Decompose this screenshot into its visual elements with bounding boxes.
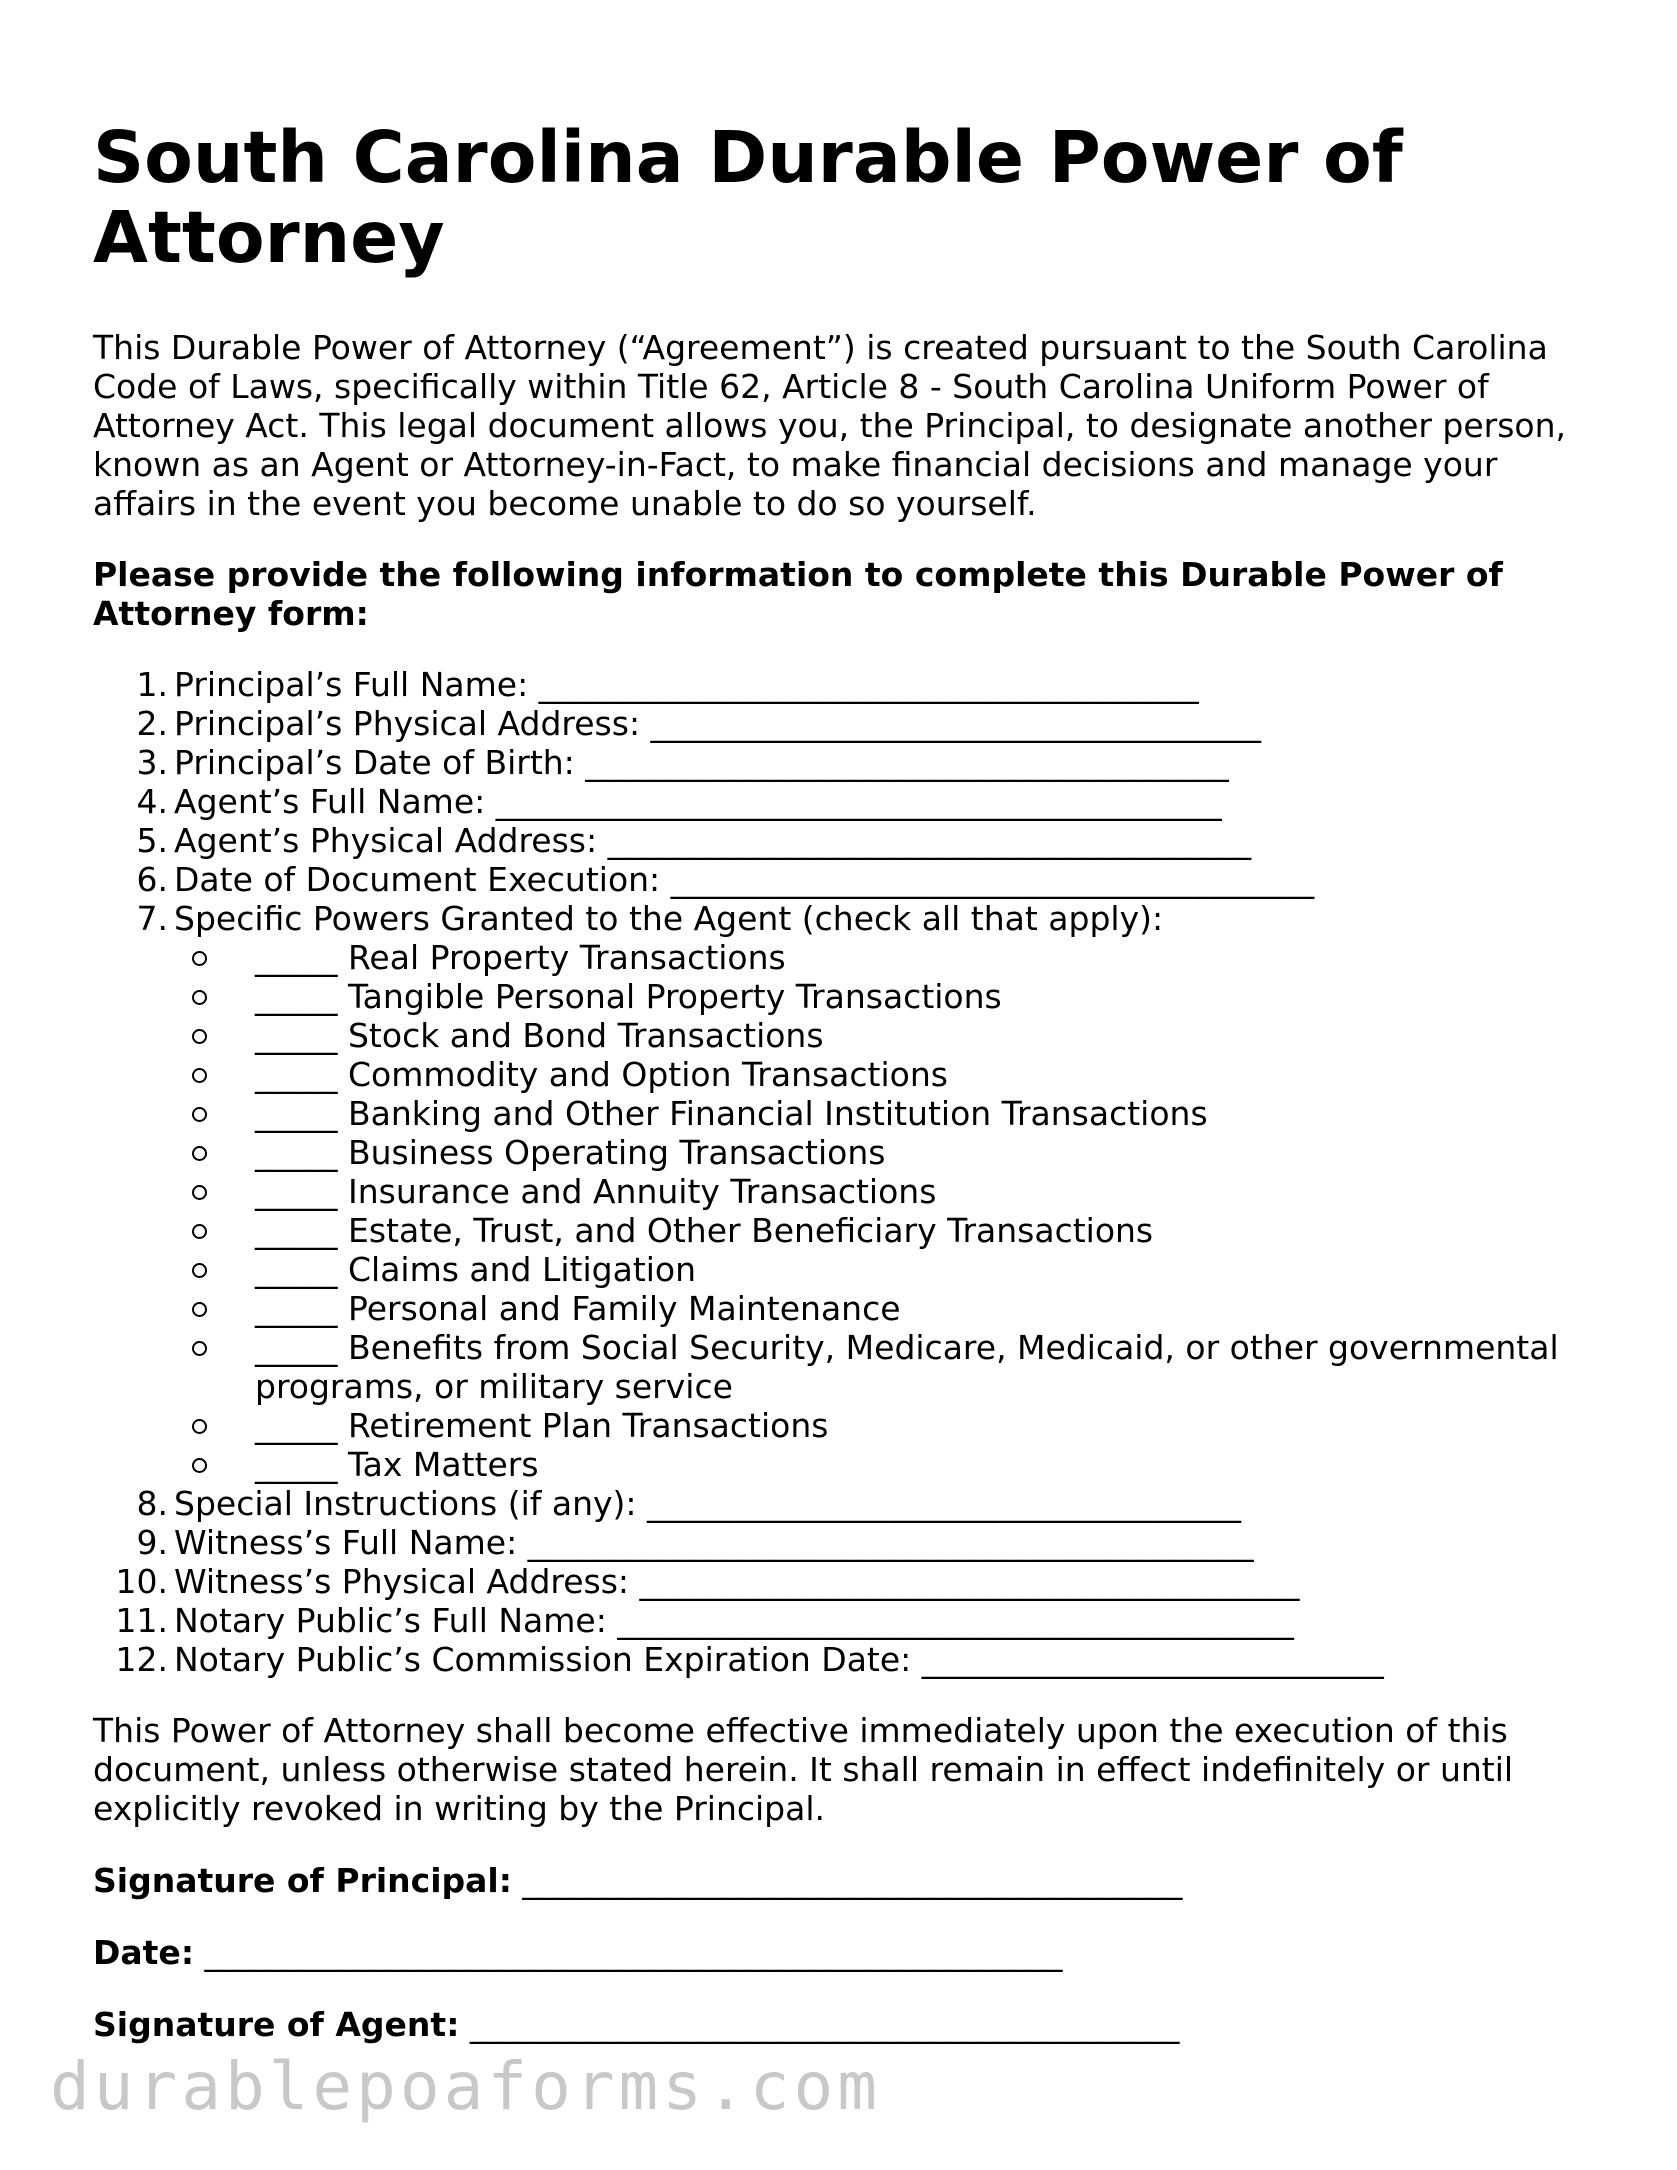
list-item: 5. Agent’s Physical Address: _______________________________________: [136, 821, 1252, 860]
list-item: 11. Notary Public’s Full Name: _________________________________________: [115, 1601, 1294, 1640]
list-item: 10. Witness’s Physical Address: ________________________________________: [115, 1562, 1300, 1601]
power-item: _____ Tax Matters: [174, 1445, 1575, 1484]
power-item: _____ Stock and Bond Transactions: [174, 1016, 1575, 1055]
field-notary-expiration: Notary Public’s Commission Expiration Date: ____________________________: [174, 1640, 1384, 1679]
circle-bullet-icon: [192, 951, 207, 966]
circle-bullet-icon: [192, 1224, 207, 1239]
list-item: 7. Specific Powers Granted to the Agent (check all that apply): _____ Real Property Transactions _____ Tangible Personal Property Transactions _____ Stock and Bond Transactions _____ Commodity and Option Transactions _____ Banking and Other Financial Institution Transactions _____ Business Operating Transactions _____ Insurance and Annuity Transactions _____ Estate, Trust, and Other Beneficiary Transactions _____ Claims and Litigation _____ Personal and Family Maintenance _____ Benefits from Social Security, Medicare, Medicaid, or other governmental programs, or military service _____ Retirement Plan Transactions _____ Tax Matters: [93, 899, 1593, 1484]
list-item: 4. Agent’s Full Name: ____________________________________________: [136, 782, 1222, 821]
principal-signature-label: Signature of Principal:: [93, 1861, 512, 1900]
field-notary-name: Notary Public’s Full Name: _________________________________________: [174, 1601, 1294, 1640]
circle-bullet-icon: [192, 1107, 207, 1122]
circle-bullet-icon: [192, 1146, 207, 1161]
date-line: Date: ____________________________________________________: [93, 1933, 1063, 1972]
list-item: 3. Principal’s Date of Birth: _______________________________________: [136, 743, 1229, 782]
form-prompt: Please provide the following information to complete this Durable Power of Attorney form:: [93, 555, 1503, 633]
field-witness-name: Witness’s Full Name: ____________________________________________: [174, 1523, 1254, 1562]
page-title: South Carolina Durable Power of Attorney: [93, 116, 1403, 279]
power-item: _____ Estate, Trust, and Other Beneficiary Transactions: [174, 1211, 1575, 1250]
principal-signature-line: Signature of Principal: ________________________________________: [93, 1861, 1183, 1900]
list-item: 9. Witness’s Full Name: ____________________________________________: [136, 1523, 1254, 1562]
intro-paragraph: This Durable Power of Attorney (“Agreement”) is created pursuant to the South Carolina Code of Laws, specifically within Title 62, Article 8 - South Carolina Uniform Power of Attorney Act. This legal document allows you, the Principal, to designate another person, known as an Agent or Attorney-in-Fact, to make financial decisions and manage your affairs in the event you become unable to do so yourself.: [93, 328, 1567, 523]
power-item: _____ Business Operating Transactions: [174, 1133, 1575, 1172]
power-item: _____ Retirement Plan Transactions: [174, 1406, 1575, 1445]
powers-checklist: [174, 938, 1593, 1484]
power-item: _____ Personal and Family Maintenance: [174, 1289, 1575, 1328]
power-item: _____ Real Property Transactions: [174, 938, 1575, 977]
circle-bullet-icon: [192, 990, 207, 1005]
field-principal-dob: Principal’s Date of Birth: _______________________________________: [174, 743, 1229, 782]
field-special-instructions: Special Instructions (if any): ____________________________________: [174, 1484, 1241, 1523]
circle-bullet-icon: [192, 1419, 207, 1434]
field-principal-address: Principal’s Physical Address: _____________________________________: [174, 704, 1262, 743]
document-page: [93, 118, 1593, 2044]
list-item: 2. Principal’s Physical Address: _____________________________________: [136, 704, 1262, 743]
circle-bullet-icon: [192, 1341, 207, 1356]
circle-bullet-icon: [192, 1302, 207, 1317]
agent-signature-line: Signature of Agent: ___________________________________________: [93, 2005, 1180, 2044]
field-agent-name: Agent’s Full Name: ____________________________________________: [174, 782, 1222, 821]
agent-signature-label: Signature of Agent:: [93, 2005, 460, 2044]
circle-bullet-icon: [192, 1263, 207, 1278]
power-item: _____ Insurance and Annuity Transactions: [174, 1172, 1575, 1211]
circle-bullet-icon: [192, 1185, 207, 1200]
power-item: _____ Tangible Personal Property Transactions: [174, 977, 1575, 1016]
circle-bullet-icon: [192, 1068, 207, 1083]
field-specific-powers: Specific Powers Granted to the Agent (check all that apply):: [174, 899, 1164, 938]
circle-bullet-icon: [192, 1458, 207, 1473]
circle-bullet-icon: [192, 1029, 207, 1044]
closing-paragraph: This Power of Attorney shall become effective immediately upon the execution of this document, unless otherwise stated herein. It shall remain in effect indefinitely or until explicitly revoked in writing by the Principal.: [93, 1711, 1514, 1828]
field-execution-date: Date of Document Execution: _______________________________________: [174, 860, 1315, 899]
form-fields-list: [93, 665, 1593, 1679]
power-item: _____ Commodity and Option Transactions: [174, 1055, 1575, 1094]
field-principal-name: Principal’s Full Name: ________________________________________: [174, 665, 1199, 704]
field-witness-address: Witness’s Physical Address: ________________________________________: [174, 1562, 1300, 1601]
list-item: 1. Principal’s Full Name: ________________________________________: [136, 665, 1199, 704]
power-item: _____ Banking and Other Financial Institution Transactions: [174, 1094, 1575, 1133]
power-item: _____ Claims and Litigation: [174, 1250, 1575, 1289]
watermark: durablepoaforms.com: [50, 2048, 881, 2125]
list-item: 12. Notary Public’s Commission Expiration Date: ____________________________: [115, 1640, 1384, 1679]
list-item: 6. Date of Document Execution: _______________________________________: [136, 860, 1315, 899]
power-item: _____ Benefits from Social Security, Medicare, Medicaid, or other governmental programs, or military service: [174, 1328, 1575, 1406]
list-item: 8. Special Instructions (if any): ____________________________________: [136, 1484, 1241, 1523]
field-agent-address: Agent’s Physical Address: _______________________________________: [174, 821, 1252, 860]
date-label: Date:: [93, 1933, 195, 1972]
